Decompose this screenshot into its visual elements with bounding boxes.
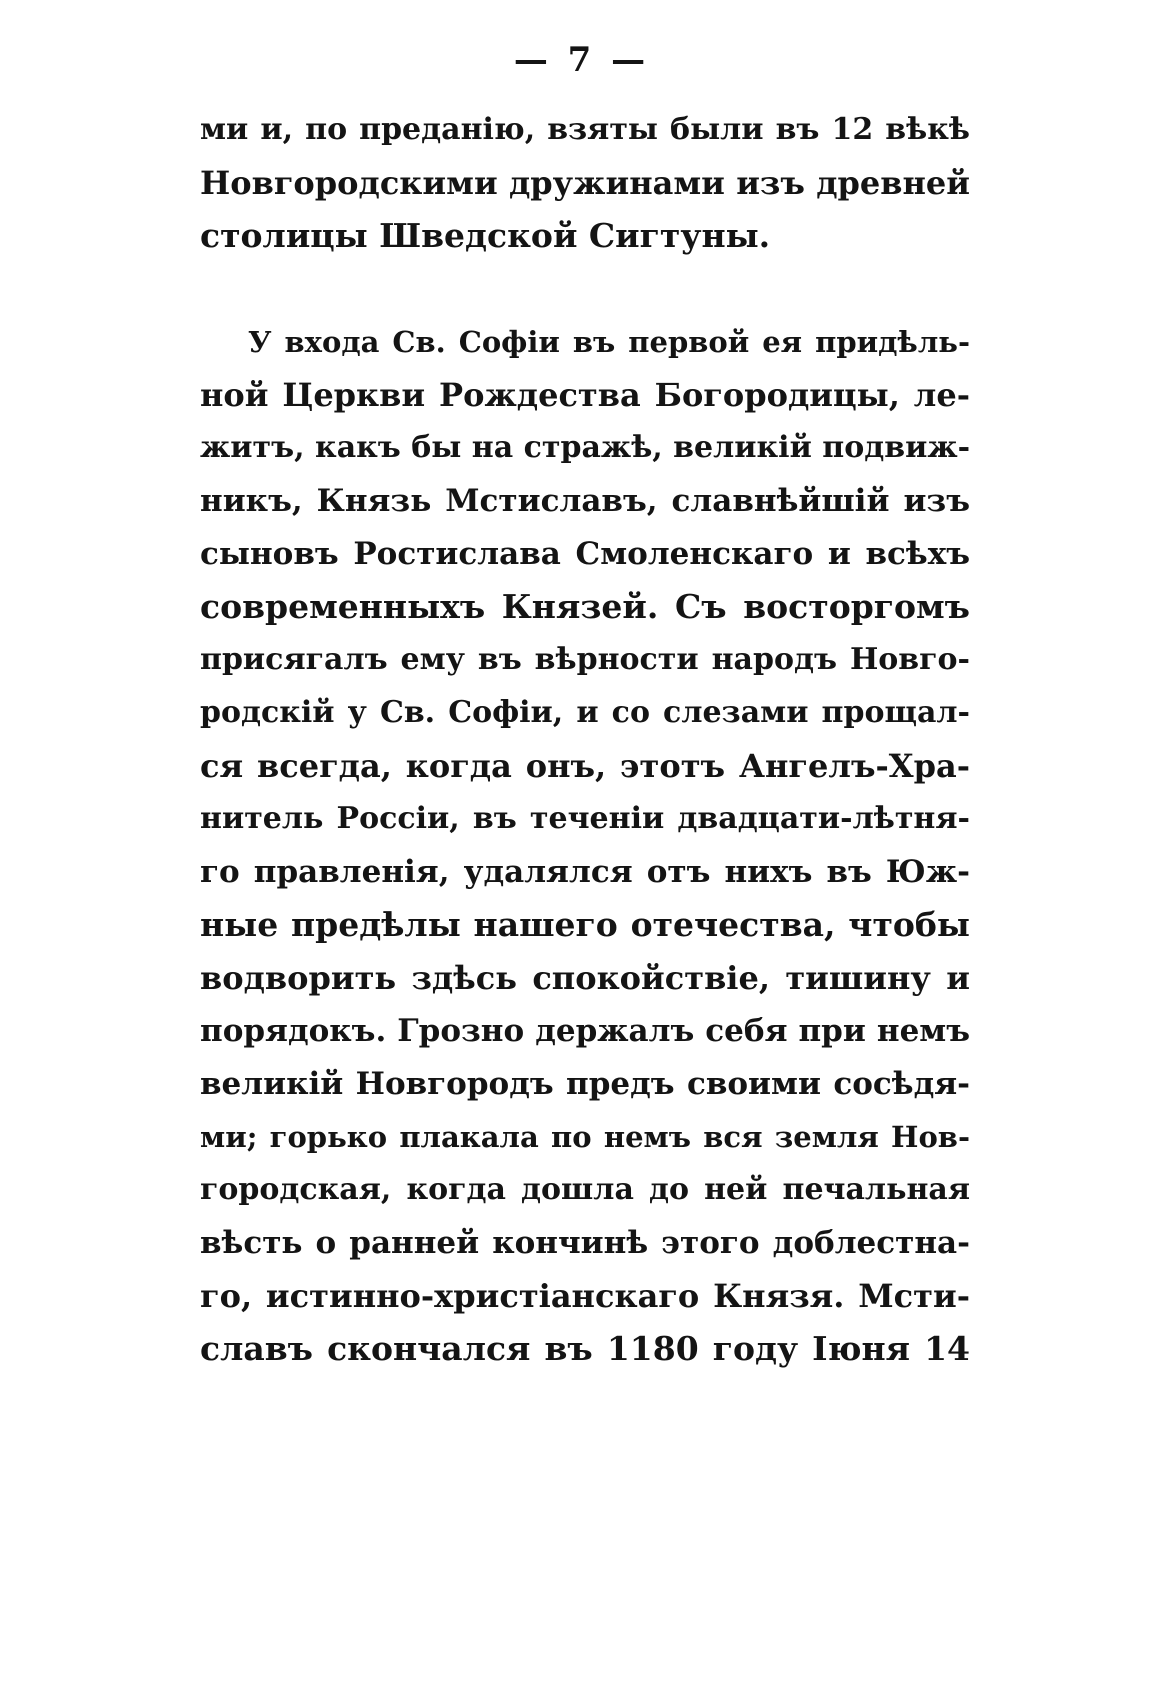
text-line: родскій у Св. Софіи, и со слезами прощал-: [200, 695, 970, 730]
text-line: го, истинно-христіанскаго Князя. Мсти-: [200, 1277, 970, 1315]
text-line: ные предѣлы нашего отечества, чтобы: [200, 905, 970, 944]
text-line: ми и, по преданію, взяты были въ 12 вѣкѣ: [200, 112, 970, 147]
text-line: го правленія, удалялся отъ нихъ въ Юж-: [200, 854, 970, 890]
text-line: великій Новгородъ предъ своими сосѣдя-: [200, 1066, 970, 1102]
text-line: нитель Россіи, въ теченіи двадцати-лѣтня-: [200, 801, 970, 836]
text-line: современныхъ Князей. Съ восторгомъ: [200, 587, 970, 626]
text-line: никъ, Князь Мстиславъ, славнѣйшій изъ: [200, 483, 970, 519]
text-line: столицы Шведской Сигтуны.: [200, 216, 771, 255]
text-line: вѣсть о ранней кончинѣ этого доблестна-: [200, 1225, 970, 1261]
text-line: ми; горько плакала по немъ вся земля Нов-: [200, 1120, 970, 1154]
text-line: присягалъ ему въ вѣрности народъ Новго-: [200, 642, 970, 677]
text-line: порядокъ. Грозно держалъ себя при немъ: [200, 1013, 970, 1049]
text-line: славъ скончался въ 1180 году Іюня 14: [200, 1329, 970, 1368]
text-line: ной Церкви Рождества Богородицы, ле-: [200, 376, 970, 414]
text-line: ся всегда, когда онъ, этотъ Ангелъ-Хра-: [200, 747, 970, 785]
page-number: — 7 —: [513, 40, 650, 80]
text-line: Новгородскими дружинами изъ древней: [200, 164, 970, 202]
text-line: городская, когда дошла до ней печальная: [200, 1172, 970, 1207]
text-line: житъ, какъ бы на стражѣ, великій подвиж-: [200, 430, 971, 465]
text-line: водворить здѣсь спокойствіе, тишину и: [200, 959, 970, 997]
text-line: У входа Св. Софіи въ первой ея придѣль-: [248, 325, 970, 359]
text-line: сыновъ Ростислава Смоленскаго и всѣхъ: [200, 536, 970, 572]
